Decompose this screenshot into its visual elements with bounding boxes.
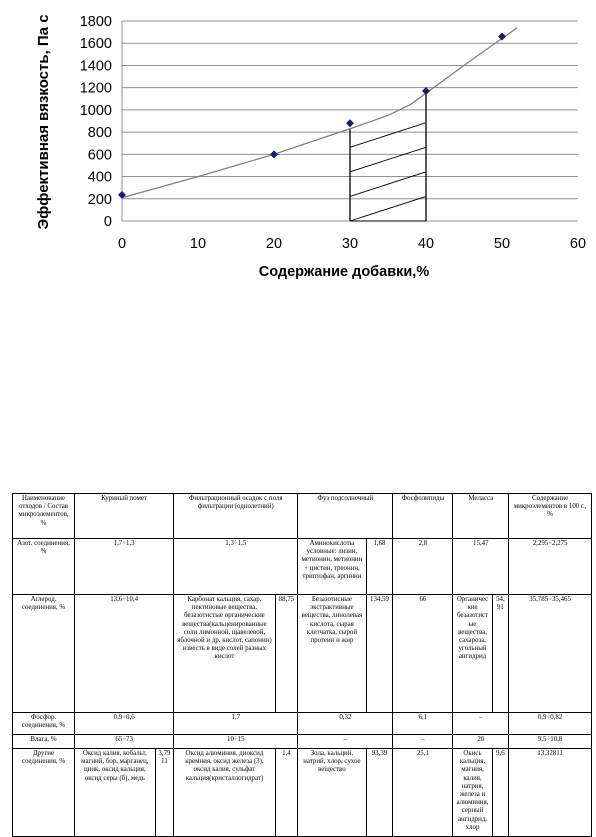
row-name: Влага, % xyxy=(13,735,75,749)
trend-line-group xyxy=(122,28,517,198)
y-tick-label: 200 xyxy=(87,191,112,208)
table-header-row xyxy=(13,494,592,539)
x-tick-label: 50 xyxy=(493,236,511,252)
x-tick-labels xyxy=(118,236,586,252)
table-cell: Аминокислоты условные: лизин, метионин, метионин + цистин, треонин, триптофан, аргинин xyxy=(298,539,366,595)
table-cell: – xyxy=(453,713,509,735)
header-cell: Содержание микроэлементов в 100 г., % xyxy=(509,494,592,539)
table-cell: 15,47 xyxy=(453,539,509,595)
header-cell: Наименование отходов / Состав микроэлементов, % xyxy=(13,494,75,539)
y-tick-label: 0 xyxy=(103,214,112,230)
hatch-line xyxy=(350,172,426,197)
data-point xyxy=(498,33,506,41)
data-point xyxy=(422,87,430,95)
table-cell: Оксид калия, кобальт, магний, бор, марганец, цинк, оксид кальция, оксид серы (б), медь xyxy=(75,749,156,837)
hatch-line xyxy=(350,196,426,221)
x-tick-label: 40 xyxy=(417,236,435,252)
table-cell: 2,295÷2,275 xyxy=(509,539,592,595)
y-axis-label: Эффективная вязкость, Па с xyxy=(35,14,52,230)
waste-composition-table xyxy=(12,493,592,837)
y-tick-label: 800 xyxy=(87,125,112,142)
table-cell: 25,1 xyxy=(393,749,453,837)
table-cell: 0,9÷0,6 xyxy=(75,713,174,735)
x-tick-label: 60 xyxy=(569,236,587,252)
table-cell: Зола, кальций, натрий, хлор, сухое вещество xyxy=(298,749,366,837)
table-cell: Окись кальция, магния, калия, натрия, железа и алюминия, серный ангидрид, хлор xyxy=(453,749,492,837)
viscosity-chart xyxy=(0,0,596,290)
y-tick-label: 1400 xyxy=(79,58,112,75)
y-tick-label: 1200 xyxy=(79,80,112,97)
trend-line xyxy=(122,28,517,198)
table-row xyxy=(13,735,592,749)
table-cell: 35,785÷35,465 xyxy=(509,595,592,713)
x-tick-label: 10 xyxy=(189,236,207,252)
table-cell: 88,75 xyxy=(275,595,298,713)
row-name: Азот. соединения, % xyxy=(13,539,75,595)
y-tick-label: 600 xyxy=(87,147,112,164)
table-cell: – xyxy=(393,735,453,749)
x-tick-label: 20 xyxy=(265,236,283,252)
table-cell: – xyxy=(298,735,393,749)
table-cell: 9,6 xyxy=(492,749,509,837)
x-tick-label: 0 xyxy=(117,236,127,252)
table-cell: 1,7 xyxy=(174,713,298,735)
table-row xyxy=(13,749,592,837)
data-point xyxy=(270,150,278,158)
hatch-line xyxy=(350,147,426,172)
header-cell: Фильтрационный осадок с поля фильтрации (однолетний) xyxy=(174,494,298,539)
header-cell: Фосфолипиды xyxy=(393,494,453,539)
x-tick-label: 30 xyxy=(341,236,359,252)
y-tick-label: 1000 xyxy=(79,102,112,119)
header-cell: Куриный помет xyxy=(75,494,174,539)
table-cell: 0,32 xyxy=(298,713,393,735)
table-cell: 1,3÷1,5 xyxy=(174,539,298,595)
table-cell: Оксид алюминия, диоксид кремния, оксид железа (3), оксид калия, сульфат кальция(кристаллогидрат) xyxy=(174,749,275,837)
table-cell: 93,39 xyxy=(366,749,393,837)
row-name: Аглерод. соединения, % xyxy=(13,595,75,713)
y-tick-labels xyxy=(80,14,112,230)
table-cell: 13,32811 xyxy=(509,749,592,837)
data-point xyxy=(346,119,354,127)
table-row xyxy=(13,713,592,735)
table-cell: 1,68 xyxy=(366,539,393,595)
hatch-line xyxy=(350,123,426,148)
y-tick-label: 1800 xyxy=(79,14,112,30)
y-tick-label: 400 xyxy=(87,169,112,186)
y-tick-label: 1600 xyxy=(79,36,112,53)
table-cell: Безазотисные экстрактивные вещества, линолевая кислота, сырая клетчатка, сырой протеин и жир xyxy=(298,595,366,713)
table-row xyxy=(13,595,592,713)
table-cell: 1,4 xyxy=(275,749,298,837)
table-cell: 54,91 xyxy=(492,595,509,713)
row-name: Другие соединения, % xyxy=(13,749,75,837)
data-point xyxy=(118,191,126,199)
table-row xyxy=(13,539,592,595)
table-cell: 10÷15 xyxy=(174,735,298,749)
table-cell: 9,5÷10,8 xyxy=(509,735,592,749)
table-cell: Карбонат кальция, сахар, пектиновые вещества, безазотистые органические вещества(кальценированные соли лимонной, щавелевой, яблочной и др. кислот, сапонин) известь в виде солей разных кислот xyxy=(174,595,275,713)
table-cell: Органические безазотистые вещества, сахароза, угольный ангидрид xyxy=(453,595,492,713)
hatched-region xyxy=(350,93,426,221)
header-cell: Меласса xyxy=(453,494,509,539)
table-cell: 20 xyxy=(453,735,509,749)
table-cell: 66 xyxy=(393,595,453,713)
table-cell: 1,7÷1,3 xyxy=(75,539,174,595)
x-axis-label: Содержание добавки,% xyxy=(258,264,430,280)
table-cell: 65÷73 xyxy=(75,735,174,749)
row-name: Фосфор. соединения, % xyxy=(13,713,75,735)
table-cell: 0,9÷0,82 xyxy=(509,713,592,735)
table-cell: 6,1 xyxy=(393,713,453,735)
header-cell: Фуз подсолнечный xyxy=(298,494,393,539)
table-cell: 13,6÷10,4 xyxy=(75,595,174,713)
data-points xyxy=(118,33,506,199)
table-cell: 2,8 xyxy=(393,539,453,595)
table-cell: 3,7911 xyxy=(155,749,174,837)
table-cell: 134,59 xyxy=(366,595,393,713)
